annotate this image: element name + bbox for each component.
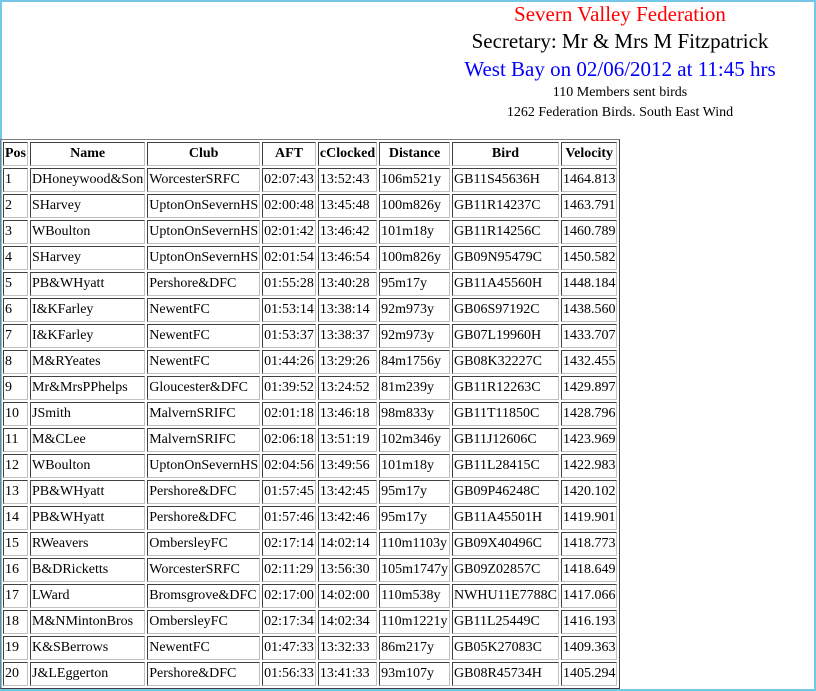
cell-club: NewentFC	[147, 636, 260, 660]
cell-distance: 102m346y	[379, 428, 450, 452]
column-header-distance: Distance	[379, 142, 450, 166]
cell-bird: GB09Z02857C	[452, 558, 559, 582]
cell-bird: GB08R45734H	[452, 662, 559, 686]
cell-aft: 02:04:56	[262, 454, 316, 478]
table-row	[3, 324, 617, 348]
cell-velocity: 1463.791	[561, 194, 618, 218]
cell-pos: 5	[3, 272, 28, 296]
cell-bird: GB09N95479C	[452, 246, 559, 270]
cell-clocked: 13:46:42	[318, 220, 377, 244]
cell-bird: GB09P46248C	[452, 480, 559, 504]
cell-velocity: 1405.294	[561, 662, 618, 686]
table-row	[3, 506, 617, 530]
cell-aft: 02:17:14	[262, 532, 316, 556]
cell-pos: 15	[3, 532, 28, 556]
cell-clocked: 13:56:30	[318, 558, 377, 582]
cell-clocked: 13:38:37	[318, 324, 377, 348]
column-header-name: Name	[30, 142, 145, 166]
cell-velocity: 1416.193	[561, 610, 618, 634]
cell-pos: 8	[3, 350, 28, 374]
cell-aft: 02:01:42	[262, 220, 316, 244]
cell-velocity: 1419.901	[561, 506, 618, 530]
cell-bird: GB11T11850C	[452, 402, 559, 426]
cell-bird: GB11R12263C	[452, 376, 559, 400]
cell-pos: 3	[3, 220, 28, 244]
cell-clocked: 13:40:28	[318, 272, 377, 296]
cell-pos: 4	[3, 246, 28, 270]
cell-velocity: 1429.897	[561, 376, 618, 400]
cell-aft: 01:53:37	[262, 324, 316, 348]
cell-name: SHarvey	[30, 194, 145, 218]
table-row	[3, 428, 617, 452]
table-row	[3, 636, 617, 660]
cell-bird: GB08K32227C	[452, 350, 559, 374]
cell-velocity: 1418.649	[561, 558, 618, 582]
cell-name: WBoulton	[30, 454, 145, 478]
cell-clocked: 13:49:56	[318, 454, 377, 478]
cell-pos: 9	[3, 376, 28, 400]
cell-name: SHarvey	[30, 246, 145, 270]
cell-pos: 14	[3, 506, 28, 530]
cell-club: OmbersleyFC	[147, 532, 260, 556]
results-table	[0, 139, 620, 689]
cell-distance: 95m17y	[379, 506, 450, 530]
cell-distance: 110m1221y	[379, 610, 450, 634]
cell-name: J&LEggerton	[30, 662, 145, 686]
column-header-aft: AFT	[262, 142, 316, 166]
cell-clocked: 13:42:46	[318, 506, 377, 530]
cell-pos: 17	[3, 584, 28, 608]
cell-bird: GB11L25449C	[452, 610, 559, 634]
table-row	[3, 168, 617, 192]
cell-bird: GB11A45560H	[452, 272, 559, 296]
cell-name: PB&WHyatt	[30, 480, 145, 504]
cell-pos: 20	[3, 662, 28, 686]
column-header-bird: Bird	[452, 142, 559, 166]
cell-aft: 01:44:26	[262, 350, 316, 374]
table-row	[3, 610, 617, 634]
federation-title: Severn Valley Federation	[514, 2, 726, 26]
table-row	[3, 402, 617, 426]
cell-pos: 7	[3, 324, 28, 348]
cell-club: NewentFC	[147, 298, 260, 322]
cell-bird: GB11R14256C	[452, 220, 559, 244]
cell-distance: 92m973y	[379, 324, 450, 348]
cell-club: Pershore&DFC	[147, 480, 260, 504]
cell-velocity: 1432.455	[561, 350, 618, 374]
cell-distance: 84m1756y	[379, 350, 450, 374]
cell-velocity: 1460.789	[561, 220, 618, 244]
table-row	[3, 584, 617, 608]
cell-club: UptonOnSevernHS	[147, 194, 260, 218]
table-row	[3, 350, 617, 374]
cell-bird: GB07L19960H	[452, 324, 559, 348]
cell-pos: 6	[3, 298, 28, 322]
cell-clocked: 13:52:43	[318, 168, 377, 192]
cell-name: PB&WHyatt	[30, 272, 145, 296]
table-row	[3, 532, 617, 556]
cell-name: K&SBerrows	[30, 636, 145, 660]
cell-bird: GB05K27083C	[452, 636, 559, 660]
cell-club: Bromsgrove&DFC	[147, 584, 260, 608]
table-row	[3, 246, 617, 270]
cell-aft: 01:57:45	[262, 480, 316, 504]
race-title: West Bay on 02/06/2012 at 11:45 hrs	[464, 57, 776, 81]
cell-velocity: 1464.813	[561, 168, 618, 192]
cell-clocked: 13:38:14	[318, 298, 377, 322]
cell-aft: 02:01:18	[262, 402, 316, 426]
cell-bird: GB09X40496C	[452, 532, 559, 556]
cell-pos: 16	[3, 558, 28, 582]
table-row	[3, 194, 617, 218]
cell-velocity: 1433.707	[561, 324, 618, 348]
cell-distance: 98m833y	[379, 402, 450, 426]
cell-distance: 110m538y	[379, 584, 450, 608]
cell-aft: 02:01:54	[262, 246, 316, 270]
cell-aft: 01:55:28	[262, 272, 316, 296]
cell-pos: 10	[3, 402, 28, 426]
cell-club: UptonOnSevernHS	[147, 220, 260, 244]
cell-name: WBoulton	[30, 220, 145, 244]
cell-distance: 100m826y	[379, 246, 450, 270]
cell-distance: 100m826y	[379, 194, 450, 218]
cell-bird: GB11J12606C	[452, 428, 559, 452]
cell-aft: 01:53:14	[262, 298, 316, 322]
cell-aft: 02:17:34	[262, 610, 316, 634]
table-row	[3, 454, 617, 478]
cell-velocity: 1428.796	[561, 402, 618, 426]
cell-club: Gloucester&DFC	[147, 376, 260, 400]
members-count: 110 Members sent birds	[552, 85, 688, 100]
table-row	[3, 480, 617, 504]
cell-name: DHoneywood&Son	[30, 168, 145, 192]
cell-distance: 95m17y	[379, 272, 450, 296]
cell-aft: 01:39:52	[262, 376, 316, 400]
cell-distance: 105m1747y	[379, 558, 450, 582]
cell-distance: 95m17y	[379, 480, 450, 504]
cell-velocity: 1448.184	[561, 272, 618, 296]
cell-clocked: 13:41:33	[318, 662, 377, 686]
cell-distance: 106m521y	[379, 168, 450, 192]
cell-aft: 01:57:46	[262, 506, 316, 530]
cell-velocity: 1438.560	[561, 298, 618, 322]
cell-bird: GB11S45636H	[452, 168, 559, 192]
cell-clocked: 13:32:33	[318, 636, 377, 660]
cell-clocked: 13:29:26	[318, 350, 377, 374]
cell-clocked: 13:51:19	[318, 428, 377, 452]
cell-bird: GB11A45501H	[452, 506, 559, 530]
cell-club: Pershore&DFC	[147, 662, 260, 686]
table-row	[3, 272, 617, 296]
cell-aft: 02:07:43	[262, 168, 316, 192]
cell-club: WorcesterSRFC	[147, 168, 260, 192]
cell-name: JSmith	[30, 402, 145, 426]
cell-pos: 13	[3, 480, 28, 504]
column-header-club: Club	[147, 142, 260, 166]
cell-clocked: 13:46:18	[318, 402, 377, 426]
cell-distance: 92m973y	[379, 298, 450, 322]
cell-club: OmbersleyFC	[147, 610, 260, 634]
cell-pos: 11	[3, 428, 28, 452]
cell-velocity: 1418.773	[561, 532, 618, 556]
cell-name: Mr&MrsPPhelps	[30, 376, 145, 400]
cell-club: UptonOnSevernHS	[147, 454, 260, 478]
cell-clocked: 13:46:54	[318, 246, 377, 270]
cell-clocked: 14:02:34	[318, 610, 377, 634]
cell-velocity: 1409.363	[561, 636, 618, 660]
cell-aft: 01:56:33	[262, 662, 316, 686]
table-row	[3, 558, 617, 582]
cell-club: Pershore&DFC	[147, 272, 260, 296]
cell-name: RWeavers	[30, 532, 145, 556]
cell-pos: 2	[3, 194, 28, 218]
table-header-row	[3, 142, 617, 166]
cell-bird: GB06S97192C	[452, 298, 559, 322]
cell-club: Pershore&DFC	[147, 506, 260, 530]
cell-club: NewentFC	[147, 324, 260, 348]
column-header-velocity: Velocity	[561, 142, 618, 166]
table-row	[3, 376, 617, 400]
cell-name: PB&WHyatt	[30, 506, 145, 530]
race-header	[420, 0, 816, 123]
table-row	[3, 662, 617, 686]
cell-distance: 86m217y	[379, 636, 450, 660]
table-row	[3, 298, 617, 322]
cell-pos: 18	[3, 610, 28, 634]
column-header-pos: Pos	[3, 142, 28, 166]
cell-name: I&KFarley	[30, 324, 145, 348]
cell-aft: 01:47:33	[262, 636, 316, 660]
cell-velocity: 1423.969	[561, 428, 618, 452]
cell-velocity: 1450.582	[561, 246, 618, 270]
cell-pos: 12	[3, 454, 28, 478]
cell-name: M&CLee	[30, 428, 145, 452]
cell-club: NewentFC	[147, 350, 260, 374]
cell-clocked: 13:42:45	[318, 480, 377, 504]
cell-pos: 1	[3, 168, 28, 192]
cell-aft: 02:06:18	[262, 428, 316, 452]
cell-club: MalvernSRIFC	[147, 402, 260, 426]
cell-clocked: 13:45:48	[318, 194, 377, 218]
cell-velocity: 1417.066	[561, 584, 618, 608]
cell-distance: 93m107y	[379, 662, 450, 686]
cell-velocity: 1420.102	[561, 480, 618, 504]
cell-name: I&KFarley	[30, 298, 145, 322]
cell-distance: 101m18y	[379, 454, 450, 478]
cell-name: M&RYeates	[30, 350, 145, 374]
column-header-clocked: cClocked	[318, 142, 377, 166]
table-body	[3, 168, 617, 686]
cell-bird: GB11L28415C	[452, 454, 559, 478]
cell-name: M&NMintonBros	[30, 610, 145, 634]
cell-distance: 81m239y	[379, 376, 450, 400]
cell-aft: 02:11:29	[262, 558, 316, 582]
cell-club: MalvernSRIFC	[147, 428, 260, 452]
cell-clocked: 13:24:52	[318, 376, 377, 400]
cell-bird: NWHU11E7788C	[452, 584, 559, 608]
table-row	[3, 220, 617, 244]
cell-velocity: 1422.983	[561, 454, 618, 478]
cell-clocked: 14:02:14	[318, 532, 377, 556]
cell-name: LWard	[30, 584, 145, 608]
cell-club: WorcesterSRFC	[147, 558, 260, 582]
cell-clocked: 14:02:00	[318, 584, 377, 608]
cell-distance: 101m18y	[379, 220, 450, 244]
cell-pos: 19	[3, 636, 28, 660]
cell-aft: 02:00:48	[262, 194, 316, 218]
secretary-line: Secretary: Mr & Mrs M Fitzpatrick	[471, 29, 769, 53]
birds-and-wind: 1262 Federation Birds. South East Wind	[506, 105, 734, 120]
cell-club: UptonOnSevernHS	[147, 246, 260, 270]
cell-aft: 02:17:00	[262, 584, 316, 608]
cell-bird: GB11R14237C	[452, 194, 559, 218]
cell-name: B&DRicketts	[30, 558, 145, 582]
cell-distance: 110m1103y	[379, 532, 450, 556]
